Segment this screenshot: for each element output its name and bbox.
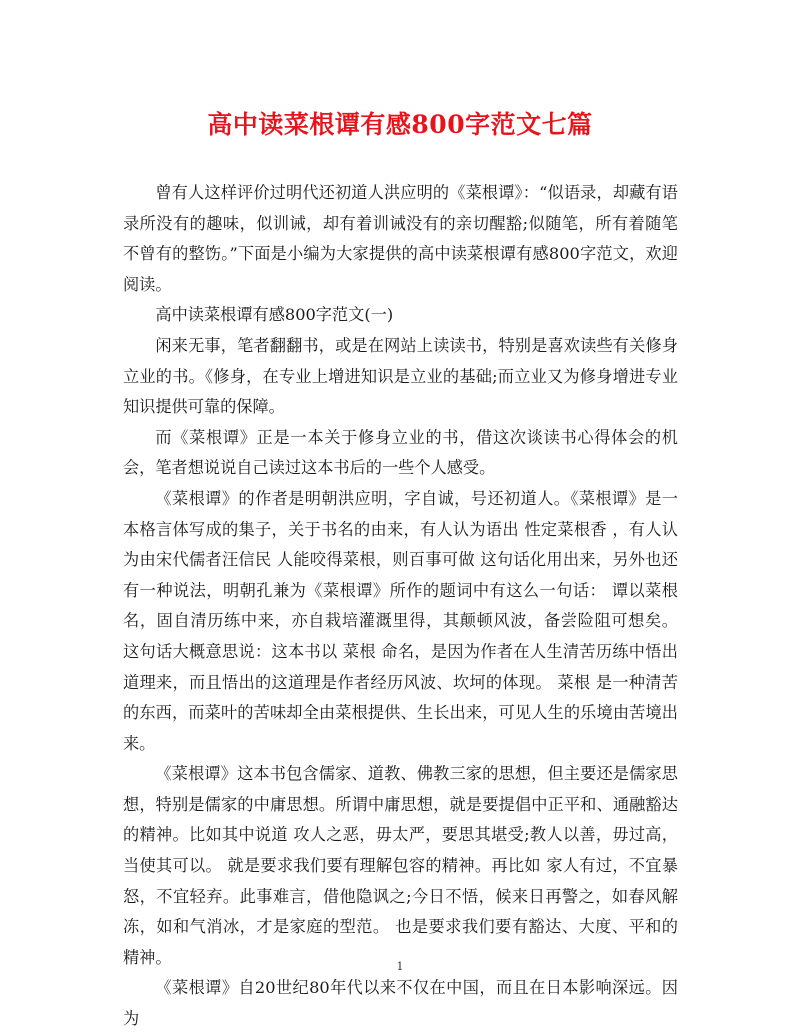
document-title: 高中读菜根谭有感800字范文七篇 — [207, 110, 593, 139]
paragraph-intro: 曾有人这样评价过明代还初道人洪应明的《菜根谭》：“似语录，却藏有语录所没有的趣味，似训诫，却有着训诫没有的亲切醒豁;似随笔，所有着随笔不曾有的整饬。”下面是小编为大家提供的高中读菜根谭有感800字范文，欢迎阅读。 — [123, 183, 678, 294]
paragraph-subheading: 高中读菜根谭有感800字范文(一) — [155, 305, 394, 325]
document-body — [123, 178, 678, 1035]
paragraph-5: 《菜根谭》自20世纪80年代以来不仅在中国，而且在日本影响深远。因为 — [123, 978, 678, 1029]
paragraph-1: 闲来无事，笔者翻翻书，或是在网站上读读书，特别是喜欢读些有关修身立业的书。《修身，在专业上增进知识是立业的基础;而立业又为修身增进专业知识提供可靠的保障。 — [123, 335, 678, 417]
paragraph-3: 《菜根谭》的作者是明朝洪应明，字自诚，号还初道人。《菜根谭》是一本格言体写成的集子，关于书名的由来，有人认为语出 性定菜根香 ，有人认为由宋代儒者汪信民 人能咬得菜根，则百事可做 这句话化用出来，另外也还有一种说法，明朝孔兼为《菜根谭》所作的题词中有这么一句话： 谭以菜根名，固自清历练中来，亦自栽培灌溉里得，其颠顿风波，备尝险阻可想矣。 这句话大概意思说：这本书以 菜根 命名，是因为作者在人生清苦历练中悟出道理来，而且悟出的这道理是作者经历风波、坎坷的体现。 菜根 是一种清苦的东西，而菜叶的苦味却全由菜根提供、生长出来，可见人生的乐境由苦境出来。 — [123, 488, 678, 753]
paragraph-4: 《菜根谭》这本书包含儒家、道教、佛教三家的思想，但主要还是儒家思想，特别是儒家的中庸思想。所谓中庸思想，就是要提倡中正平和、通融豁达的精神。比如其中说道 攻人之恶，毋太严，要思其堪受;教人以善，毋过高，当使其可以。 就是要求我们要有理解包容的精神。再比如 家人有过，不宜暴怒，不宜轻弃。此事难言，借他隐讽之;今日不悟，候来日再警之，如春风解冻，如和气消冰，才是家庭的型范。 也是要求我们要有豁达、大度、平和的精神。 — [123, 764, 678, 967]
page-number: 1 — [396, 960, 404, 973]
paragraph-2: 而《菜根谭》正是一本关于修身立业的书，借这次谈读书心得体会的机会，笔者想说说自己读过这本书后的一些个人感受。 — [123, 427, 678, 478]
